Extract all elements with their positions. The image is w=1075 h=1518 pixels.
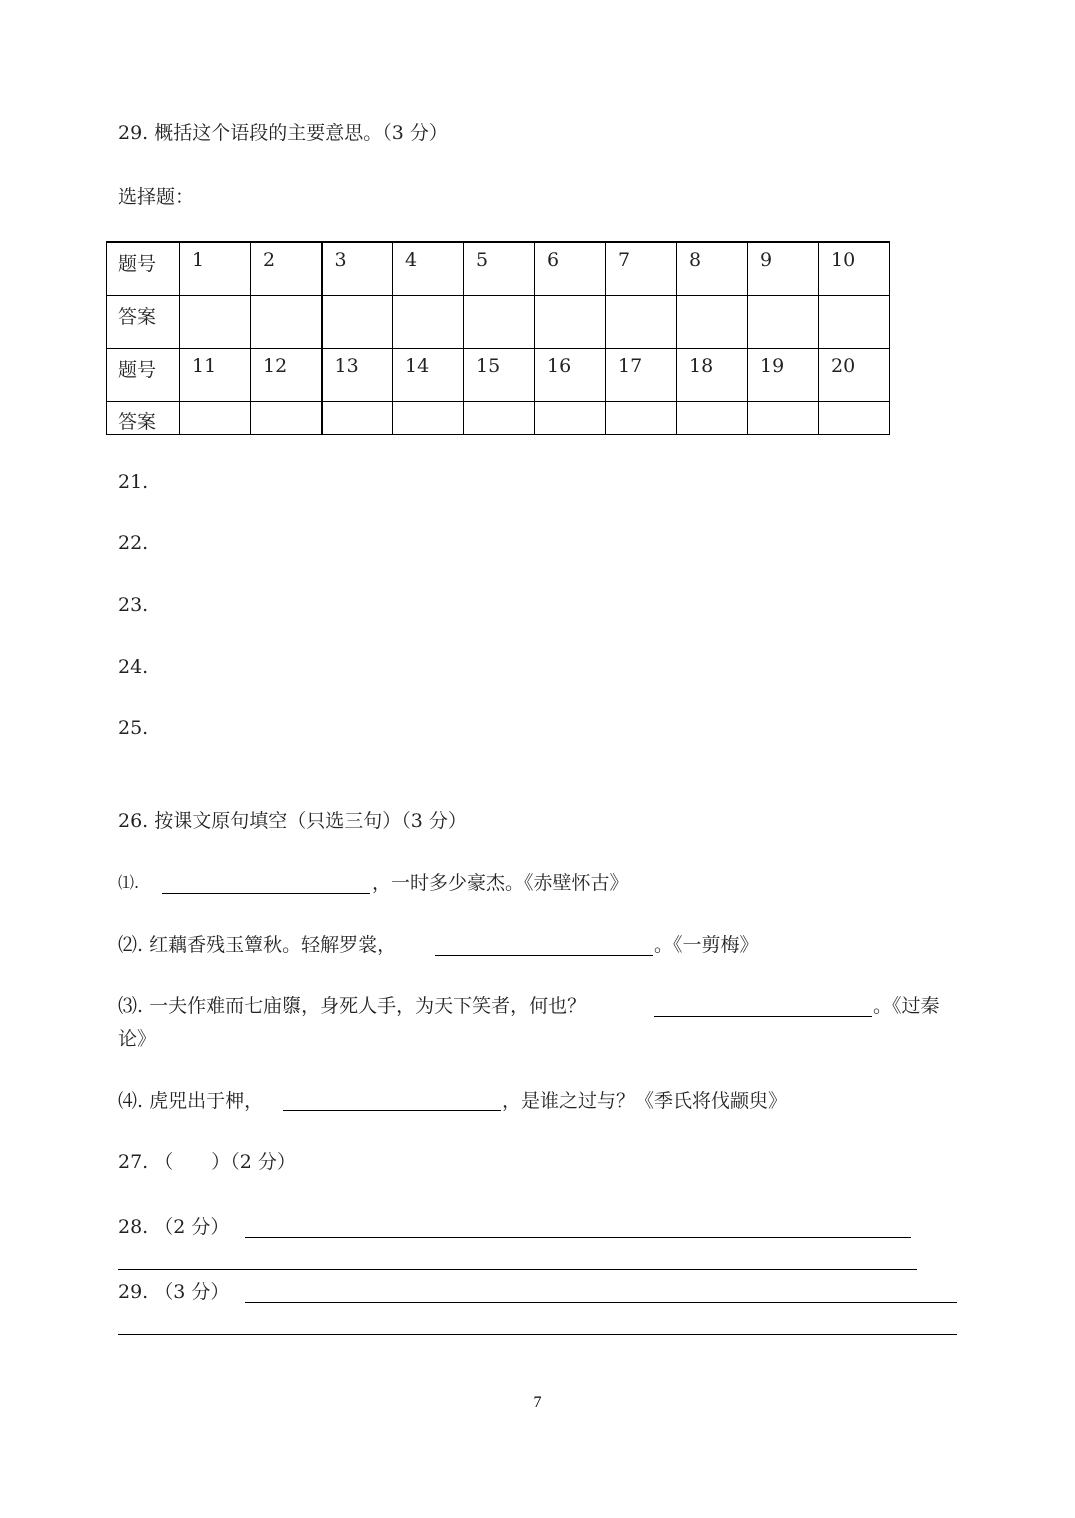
fill-item-4-source: ，是谁之过与？《季氏将伐颛臾》 [502, 1090, 788, 1112]
question-number-cell: 9 [748, 242, 819, 295]
question-number-cell: 11 [180, 348, 251, 401]
fill-item-3-text: ⑶. 一夫作难而七庙隳，身死人手，为天下笑者，何也？ [118, 995, 587, 1017]
question-number-cell: 18 [677, 348, 748, 401]
table-row-numbers-2 [107, 348, 890, 401]
question-number-cell: 10 [819, 242, 890, 295]
answer-cell[interactable] [393, 295, 464, 348]
table-row-answers-2 [107, 401, 890, 434]
answer-line-28b[interactable] [118, 1269, 917, 1270]
answer-cell[interactable] [464, 295, 535, 348]
answer-cell[interactable] [677, 401, 748, 434]
question-number-cell: 15 [464, 348, 535, 401]
question-number-cell: 6 [535, 242, 606, 295]
table-row-answers-1 [107, 295, 890, 348]
choice-section-heading: 选择题： [118, 186, 195, 208]
short-answer-24: 24. [118, 656, 149, 678]
fill-item-3-source: 。《过秦 [873, 995, 940, 1017]
answer-cell[interactable] [393, 401, 464, 434]
question-number-cell: 19 [748, 348, 819, 401]
answer-cell[interactable] [819, 401, 890, 434]
answer-table [106, 241, 890, 435]
question-number-cell: 20 [819, 348, 890, 401]
fill-item-3-source-continued: 论》 [118, 1028, 157, 1050]
question-28: 28. （2 分） [118, 1216, 230, 1238]
question-number-cell: 5 [464, 242, 535, 295]
row-label: 题号 [107, 242, 180, 295]
short-answer-23: 23. [118, 594, 149, 616]
table-row-numbers-1 [107, 242, 890, 295]
answer-line-29a[interactable] [245, 1302, 957, 1303]
answer-cell[interactable] [464, 401, 535, 434]
question-number-cell: 16 [535, 348, 606, 401]
question-number-cell: 17 [606, 348, 677, 401]
question-number-cell: 3 [322, 242, 393, 295]
answer-cell[interactable] [180, 401, 251, 434]
answer-cell[interactable] [677, 295, 748, 348]
answer-cell[interactable] [322, 295, 393, 348]
fill-blank-2[interactable] [435, 955, 653, 956]
fill-blank-3[interactable] [654, 1016, 872, 1017]
answer-line-28a[interactable] [245, 1237, 911, 1238]
question-number-cell: 14 [393, 348, 464, 401]
question-number-cell: 13 [322, 348, 393, 401]
answer-cell[interactable] [251, 295, 322, 348]
short-answer-25: 25. [118, 717, 149, 739]
answer-cell[interactable] [606, 401, 677, 434]
fill-item-4-text: ⑷. 虎兕出于柙， [118, 1090, 264, 1112]
row-label: 答案 [107, 295, 180, 348]
fill-item-2-text: ⑵. 红藕香残玉簟秋。轻解罗裳， [118, 934, 397, 956]
question-number-cell: 7 [606, 242, 677, 295]
fill-item-2-source: 。《一剪梅》 [654, 934, 759, 956]
question-number-cell: 1 [180, 242, 251, 295]
answer-cell[interactable] [748, 401, 819, 434]
short-answer-21: 21. [118, 471, 149, 493]
answer-cell[interactable] [535, 295, 606, 348]
answer-cell[interactable] [535, 401, 606, 434]
fill-item-1-prefix: ⑴. [118, 873, 140, 892]
row-label: 答案 [107, 401, 180, 434]
answer-cell[interactable] [251, 401, 322, 434]
fill-blank-4[interactable] [283, 1110, 501, 1111]
short-answer-22: 22. [118, 532, 149, 554]
question-number-cell: 8 [677, 242, 748, 295]
question-29-summary: 29. 概括这个语段的主要意思。（3 分） [118, 122, 448, 144]
answer-cell[interactable] [819, 295, 890, 348]
answer-cell[interactable] [322, 401, 393, 434]
question-29: 29. （3 分） [118, 1281, 230, 1303]
answer-cell[interactable] [180, 295, 251, 348]
question-number-cell: 2 [251, 242, 322, 295]
page-number: 7 [533, 1394, 542, 1411]
answer-line-29b[interactable] [118, 1334, 957, 1335]
question-number-cell: 12 [251, 348, 322, 401]
question-number-cell: 4 [393, 242, 464, 295]
row-label: 题号 [107, 348, 180, 401]
fill-item-1-text: ，一时多少豪杰。《赤壁怀古》 [372, 872, 629, 894]
fill-blank-1[interactable] [162, 893, 370, 894]
answer-cell[interactable] [606, 295, 677, 348]
question-26-title: 26. 按课文原句填空（只选三句）（3 分） [118, 810, 467, 832]
answer-cell[interactable] [748, 295, 819, 348]
question-27: 27. （ ）（2 分） [118, 1151, 296, 1173]
